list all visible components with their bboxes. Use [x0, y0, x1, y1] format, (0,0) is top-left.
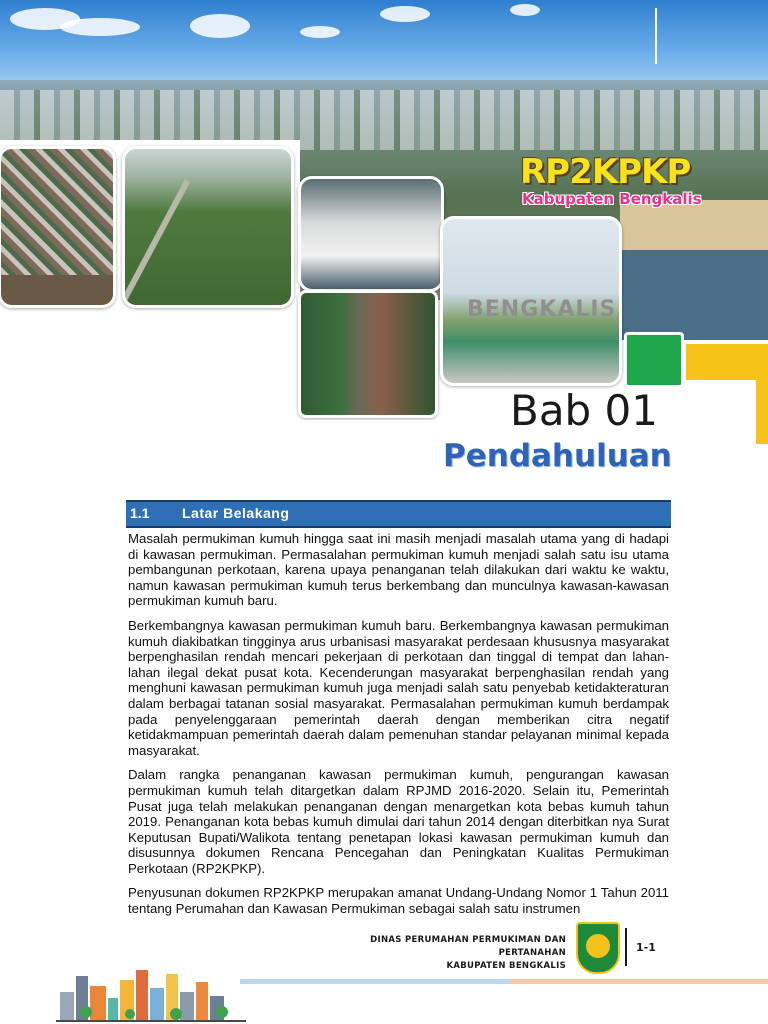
paragraph: Masalah permukiman kumuh hingga saat ini masih menjadi masalah utama yang di hadapi di kawasan permukiman. Permasalahan permukiman kumuh menjadi salah satu isu utama pembangunan perkotaan, karena upaya penanganan telah dilakukan dari waktu ke waktu, namun kawasan permukiman kumuh terus berkembang dan munculnya kawasan-kawasan permukiman kumuh baru.	[128, 531, 669, 609]
paragraph: Berkembangnya kawasan permukiman kumuh baru. Berkembangnya kawasan permukiman kumuh diakibatkan tingginya arus urbanisasi masyarakat perdesaan khususnya masyarakat berpenghasilan rendah mencari pekerjaan di perkotaan dan tinggal di tempat dan lahan-lahan ilegal dekat pusat kota. Kecenderungan masyarakat berpenghasilan rendah yang menghuni kawasan permukiman kumuh juga menjadi salah satu penyebab ketidakteraturan dalam berbagai tatanan sosial masyarakat. Permasalahan permukiman kumuh berdampak pada penyelenggaraan pemerintah daerah dengan memberikan citra negatif ketidakmampuan pemerintah daerah dalam pemenuhan standar pelayanan minimal kepada masyarakat.	[128, 617, 669, 758]
section-number: 1.1	[130, 505, 150, 521]
section-header	[126, 500, 671, 528]
footer-agency-line2: KABUPATEN BENGKALIS	[446, 961, 566, 971]
river-settlement-photo	[298, 290, 438, 418]
footer-divider	[625, 928, 627, 966]
waterfront-building-photo	[298, 176, 444, 292]
footer-stripe-orange	[510, 979, 768, 984]
brand-subtitle: Kabupaten Bengkalis	[522, 190, 702, 208]
footer-agency-line1: DINAS PERUMAHAN PERMUKIMAN DAN PERTANAHAN	[370, 935, 566, 958]
yellow-accent-side	[756, 344, 768, 444]
paragraph: Dalam rangka penanganan kawasan permukiman kumuh, pengurangan kawasan permukiman kumuh telah ditargetkan dalam RPJMD 2016-2020. Selain itu, Pemerintah Pusat juga telah melakukan penanganan dengan menargetkan kota bebas kumuh tahun 2019. Penanganan kota bebas kumuh dimulai dari tahun 2014 dengan diterbitkan nya Surat Keputusan Bupati/Walikota tentang penetapan lokasi kawasan permukiman kumuh dan disusunnya dokumen Rencana Pencegahan dan Peningkatan Kualitas Permukiman Perkotaan (RP2KPKP).	[128, 767, 669, 876]
regency-emblem-icon	[576, 922, 620, 974]
body-text	[128, 531, 669, 926]
paragraph: Penyusunan dokumen RP2KPKP merupakan amanat Undang-Undang Nomor 1 Tahun 2011 tentang Perumahan dan Kawasan Permukiman sebagai salah satu instrumen	[128, 885, 669, 917]
monument-text: BENGKALIS	[467, 297, 617, 322]
page-number: 1-1	[636, 941, 656, 954]
cover-collage	[0, 0, 768, 420]
chapter-title: Pendahuluan	[443, 438, 672, 474]
brand-title: RP2KPKP	[520, 152, 691, 192]
city-skyline-icon	[56, 962, 246, 1022]
section-title: Latar Belakang	[182, 505, 290, 521]
forest-road-photo	[122, 146, 294, 308]
village-photo	[0, 146, 116, 308]
monument-photo	[440, 216, 622, 386]
green-accent-square	[624, 332, 684, 388]
footer-agency	[330, 934, 566, 973]
chapter-label: Bab 01	[510, 386, 659, 435]
harbor-water	[620, 250, 768, 340]
footer-stripe-blue	[240, 979, 510, 984]
